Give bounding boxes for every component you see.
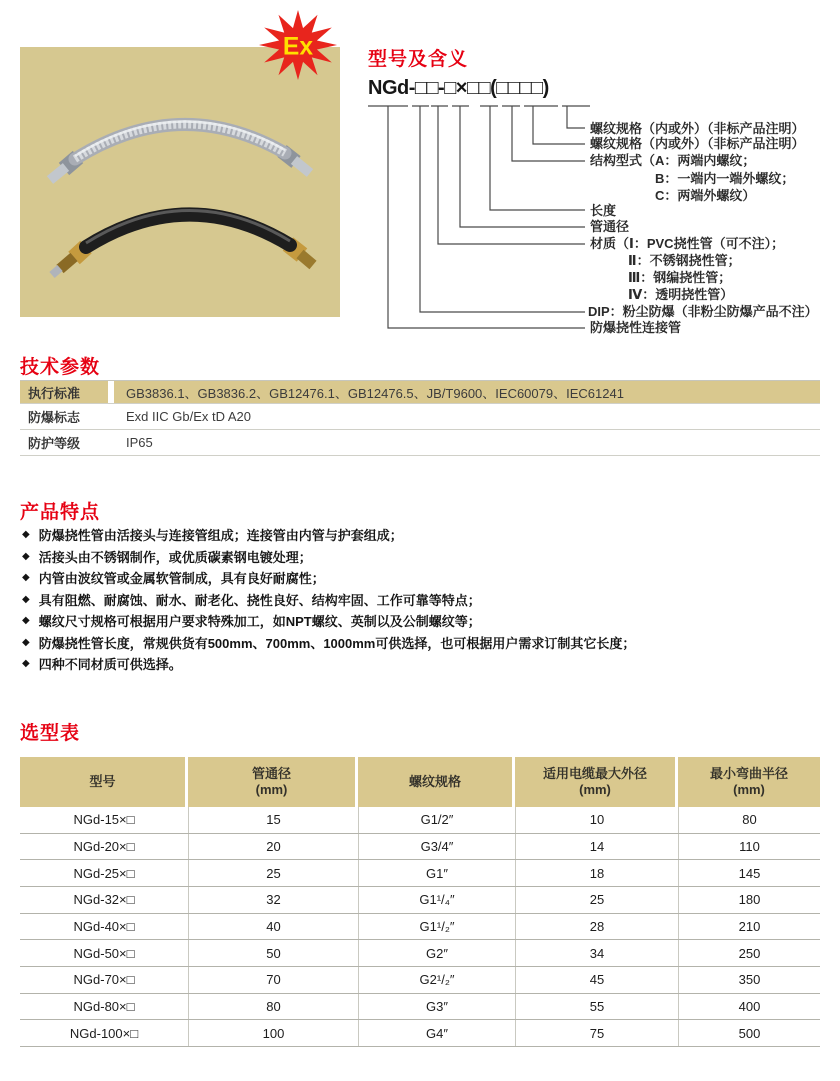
cell-bend-radius: 350 <box>678 967 820 993</box>
table-row <box>20 404 820 430</box>
diamond-bullet-icon: ◆ <box>22 572 30 584</box>
cell-cable-od: 28 <box>515 914 678 940</box>
product-photo <box>20 47 340 317</box>
annotation-material-2: Ⅱ：不锈钢挠性管； <box>628 253 741 268</box>
annotation-thread-spec-2: 螺纹规格（内或外）（非标产品注明） <box>590 121 805 136</box>
column-header-model: 型号 <box>20 757 185 807</box>
cell-bend-radius: 145 <box>678 860 820 886</box>
table-row <box>20 860 820 887</box>
feature-text: 防爆挠性管长度，常规供货有500mm、700mm、1000mm可供选择，也可根据用户需求订制其它长度； <box>38 635 636 651</box>
tech-params-title: 技术参数 <box>20 357 101 378</box>
list-item <box>22 546 822 568</box>
feature-text: 防爆挠性管由活接头与连接管组成；连接管由内管与护套组成； <box>38 528 403 544</box>
cell-thread: G3″ <box>358 994 515 1020</box>
cell-cable-od: 75 <box>515 1020 678 1046</box>
diamond-bullet-icon: ◆ <box>22 636 30 648</box>
diamond-bullet-icon: ◆ <box>22 658 30 670</box>
cell-bore: 40 <box>188 914 358 940</box>
model-section-title: 型号及含义 <box>368 49 469 70</box>
table-header-row <box>20 757 820 807</box>
cell-cable-od: 14 <box>515 834 678 860</box>
column-header-thread: 螺纹规格 <box>358 757 512 807</box>
features-title: 产品特点 <box>20 502 101 523</box>
ex-badge-label: Ex <box>282 33 314 61</box>
list-item <box>22 610 822 632</box>
tech-params-table <box>20 380 820 456</box>
cell-cable-od: 45 <box>515 967 678 993</box>
feature-list <box>22 524 822 675</box>
cell-bore: 100 <box>188 1020 358 1046</box>
diamond-bullet-icon: ◆ <box>22 593 30 605</box>
cell-thread: G2¹/₂″ <box>358 967 515 993</box>
cell-bore: 15 <box>188 807 358 833</box>
cell-model: NGd-40×□ <box>73 918 135 934</box>
column-header-max-cable-od: 适用电缆最大外径 (mm) <box>515 757 675 807</box>
cell-bore: 25 <box>188 860 358 886</box>
list-item <box>22 632 822 654</box>
cell-thread: G3/4″ <box>358 834 515 860</box>
annotation-dip: DIP：粉尘防爆（非粉尘防爆产品不注） <box>588 304 818 319</box>
cell-bend-radius: 110 <box>678 834 820 860</box>
annotation-product-name: 防爆挠性连接管 <box>590 320 682 335</box>
model-leader-lines <box>368 104 592 334</box>
cell-model: NGd-15×□ <box>73 812 135 828</box>
cell-bore: 32 <box>188 887 358 913</box>
table-row <box>20 430 820 456</box>
annotation-bore: 管通径 <box>590 219 630 234</box>
cell-thread: G1″ <box>358 860 515 886</box>
cell-bore: 80 <box>188 994 358 1020</box>
annotation-material: 材质（Ⅰ：PVC挠性管（可不注）； <box>590 236 785 251</box>
annotation-thread-spec-1: 螺纹规格（内或外）（非标产品注明） <box>590 136 805 151</box>
table-row <box>20 834 820 861</box>
annotation-structure-type-c: C：两端外螺纹） <box>655 188 756 203</box>
column-header-min-bend-radius: 最小弯曲半径 (mm) <box>678 757 820 807</box>
diamond-bullet-icon: ◆ <box>22 615 30 627</box>
model-code: NGd-□□-□×□□(□□□□) <box>368 77 549 99</box>
diamond-bullet-icon: ◆ <box>22 529 30 541</box>
cell-bore: 20 <box>188 834 358 860</box>
feature-text: 活接头由不锈钢制作，或优质碳素钢电镀处理； <box>38 549 312 565</box>
table-row <box>20 1020 820 1047</box>
cell-thread: G1¹/₂″ <box>358 914 515 940</box>
cell-thread: G1¹/₄″ <box>358 887 515 913</box>
annotation-structure-type: 结构型式（A：两端内螺纹； <box>590 153 756 168</box>
cell-bend-radius: 210 <box>678 914 820 940</box>
cell-model: NGd-32×□ <box>73 892 135 908</box>
cell-bore: 70 <box>188 967 358 993</box>
tech-param-label: 防护等级 <box>28 436 81 451</box>
table-row <box>20 887 820 914</box>
cell-model: NGd-25×□ <box>73 865 135 881</box>
cell-cable-od: 25 <box>515 887 678 913</box>
cell-bend-radius: 500 <box>678 1020 820 1046</box>
list-item <box>22 653 822 675</box>
tech-param-label: 执行标准 <box>20 381 108 403</box>
annotation-length: 长度 <box>590 203 617 218</box>
annotation-material-3: Ⅲ：钢编挠性管； <box>628 270 732 285</box>
feature-text: 内管由波纹管或金属软管制成，具有良好耐腐性； <box>38 571 325 587</box>
cell-thread: G4″ <box>358 1020 515 1046</box>
ex-badge <box>256 8 340 82</box>
tech-param-value: IP65 <box>126 435 153 450</box>
table-row <box>20 381 820 404</box>
table-row <box>20 967 820 994</box>
selection-table <box>20 757 820 1047</box>
cell-cable-od: 18 <box>515 860 678 886</box>
tech-param-label: 防爆标志 <box>28 410 81 425</box>
column-header-bore: 管通径 (mm) <box>188 757 355 807</box>
ex-star-icon <box>256 8 340 82</box>
cell-cable-od: 10 <box>515 807 678 833</box>
photo-background <box>20 47 340 317</box>
diamond-bullet-icon: ◆ <box>22 550 30 562</box>
cell-model: NGd-20×□ <box>73 838 135 854</box>
table-row <box>20 994 820 1021</box>
cell-thread: G1/2″ <box>358 807 515 833</box>
list-item <box>22 524 822 546</box>
feature-text: 四种不同材质可供选择。 <box>38 657 182 673</box>
list-item <box>22 567 822 589</box>
cell-bend-radius: 250 <box>678 940 820 966</box>
table-row <box>20 940 820 967</box>
cell-bend-radius: 180 <box>678 887 820 913</box>
cell-bend-radius: 400 <box>678 994 820 1020</box>
cell-cable-od: 55 <box>515 994 678 1020</box>
cell-thread: G2″ <box>358 940 515 966</box>
table-row <box>20 807 820 834</box>
cell-bore: 50 <box>188 940 358 966</box>
cell-bend-radius: 80 <box>678 807 820 833</box>
tech-param-value: Exd IIC Gb/Ex tD A20 <box>126 409 251 424</box>
selection-table-title: 选型表 <box>20 723 81 744</box>
cell-model: NGd-50×□ <box>73 945 135 961</box>
cell-cable-od: 34 <box>515 940 678 966</box>
feature-text: 螺纹尺寸规格可根据用户要求特殊加工，如NPT螺纹、英制以及公制螺纹等； <box>38 614 481 630</box>
hose-photo-illustration <box>20 47 340 317</box>
tech-param-value: GB3836.1、GB3836.2、GB12476.1、GB12476.5、JB/T9600、IEC60079、IEC61241 <box>114 381 820 403</box>
annotation-structure-type-b: B：一端内一端外螺纹； <box>655 171 795 186</box>
cell-model: NGd-70×□ <box>73 972 135 988</box>
table-row <box>20 914 820 941</box>
cell-model: NGd-100×□ <box>69 1025 139 1041</box>
annotation-material-4: Ⅳ：透明挠性管） <box>628 287 734 302</box>
list-item <box>22 589 822 611</box>
cell-model: NGd-80×□ <box>73 998 135 1014</box>
feature-text: 具有阻燃、耐腐蚀、耐水、耐老化、挠性良好、结构牢固、工作可靠等特点； <box>38 592 481 608</box>
